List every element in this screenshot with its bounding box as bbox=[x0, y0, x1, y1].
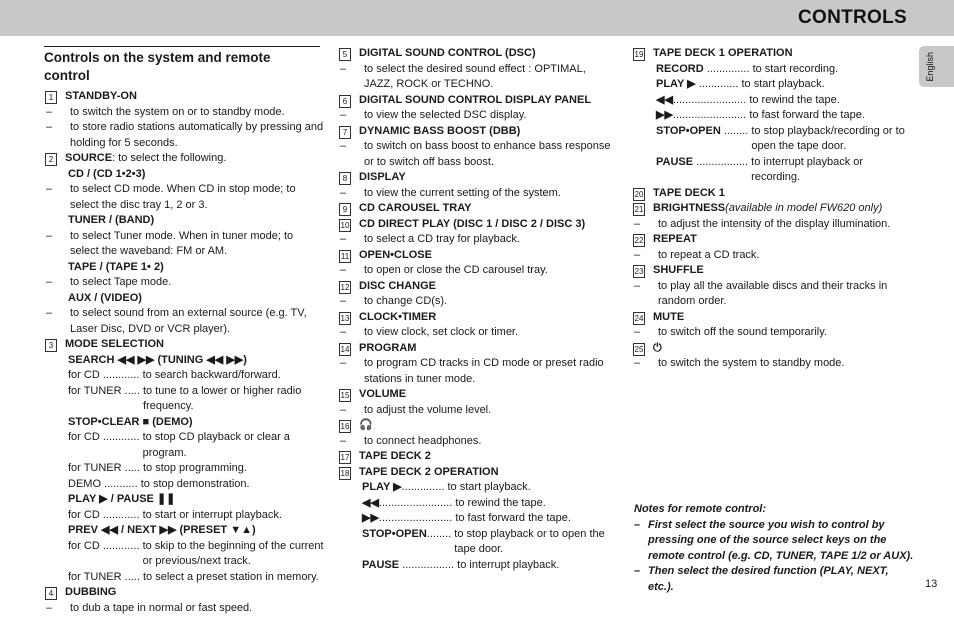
dash: – bbox=[46, 307, 53, 319]
description-text: to view clock, set clock or timer. bbox=[364, 326, 519, 338]
function-row bbox=[632, 155, 910, 186]
control-name: DYNAMIC BASS BOOST (DBB) bbox=[359, 124, 521, 137]
description bbox=[44, 229, 324, 260]
function-text: to interrupt playback or recording. bbox=[751, 155, 864, 183]
description-text: to switch the system to standby mode. bbox=[658, 357, 845, 369]
dash: – bbox=[340, 357, 347, 369]
function-leader: for CD ............ bbox=[68, 369, 143, 381]
description bbox=[338, 325, 618, 341]
function-text: to stop demonstration. bbox=[140, 477, 250, 490]
control-name: TAPE DECK 1 bbox=[653, 186, 725, 199]
function-leader: ............. bbox=[695, 78, 742, 90]
control-number: 22 bbox=[634, 236, 644, 245]
function-key: STOP•OPEN bbox=[656, 124, 721, 137]
function-key: PLAY ▶ bbox=[362, 481, 402, 493]
column-3 bbox=[632, 46, 910, 372]
control-name: DISC CHANGE bbox=[359, 279, 437, 292]
control-number: 18 bbox=[340, 468, 350, 478]
description-text: to view the selected DSC display. bbox=[364, 109, 527, 121]
dash: – bbox=[340, 403, 347, 416]
control-name: STANDBY-ON bbox=[65, 90, 137, 102]
control-note: (available in model FW620 only) bbox=[725, 202, 883, 214]
control-name: PROGRAM bbox=[359, 341, 417, 354]
description-text: to select a CD tray for playback. bbox=[364, 233, 520, 245]
function-row bbox=[632, 62, 910, 78]
dash: – bbox=[46, 183, 53, 195]
function-leader: .............. bbox=[401, 481, 448, 493]
function-key: PAUSE bbox=[362, 558, 400, 571]
dash: – bbox=[340, 109, 347, 121]
function-row bbox=[44, 461, 324, 477]
function-row bbox=[44, 384, 324, 415]
control-name: CD CAROUSEL TRAY bbox=[359, 202, 472, 214]
function-key: STOP•OPEN bbox=[362, 527, 427, 540]
description-text: to adjust the volume level. bbox=[364, 403, 492, 416]
dash: – bbox=[634, 357, 641, 369]
function-leader: ................. bbox=[693, 155, 752, 168]
control-name: MUTE bbox=[653, 310, 685, 323]
description-text: to open or close the CD carousel tray. bbox=[364, 264, 548, 276]
description-text: to switch on bass boost to enhance bass response or to switch off bass boost. bbox=[364, 140, 611, 168]
control-name: TAPE DECK 2 bbox=[359, 450, 431, 462]
control-heading bbox=[632, 341, 910, 357]
control-number: 7 bbox=[339, 126, 351, 139]
description bbox=[338, 434, 618, 450]
function-row bbox=[338, 496, 618, 512]
control-heading bbox=[338, 465, 618, 481]
function-leader: for CD ............ bbox=[68, 539, 143, 552]
control-number: 20 bbox=[634, 189, 644, 199]
sub-function: PREV ◀◀ / NEXT ▶▶ (PRESET ▼▲) bbox=[68, 524, 256, 536]
function-leader: ........................ bbox=[378, 512, 456, 524]
function-key: ▶▶ bbox=[656, 109, 673, 121]
section-title: Controls on the system and remote control bbox=[44, 46, 320, 85]
function-row bbox=[44, 430, 324, 461]
function-row bbox=[632, 93, 910, 109]
function-key: PLAY ▶ bbox=[656, 78, 696, 90]
control-heading bbox=[338, 201, 618, 217]
control-heading bbox=[44, 337, 324, 353]
description-text: to select the desired sound effect : OPTIMAL, JAZZ, ROCK or TECHNO. bbox=[364, 62, 586, 90]
control-name: DIGITAL SOUND CONTROL DISPLAY PANEL bbox=[359, 93, 592, 106]
description bbox=[338, 139, 618, 170]
function-row bbox=[338, 480, 618, 496]
control-number: 24 bbox=[634, 313, 644, 323]
control-number: 9 bbox=[339, 203, 351, 216]
control-number: 23 bbox=[634, 267, 644, 276]
control-name: VOLUME bbox=[359, 388, 407, 400]
note-text: First select the source you wish to control by pressing one of the source select keys on the remote control (e.g. CD, TUNER, TAPE 1/2 or AUX). bbox=[648, 518, 914, 562]
description-text: to select Tape mode. bbox=[70, 276, 172, 288]
dash: – bbox=[340, 434, 347, 447]
description-text: to repeat a CD track. bbox=[658, 248, 760, 261]
function-text: to interrupt playback. bbox=[457, 558, 560, 571]
dash: – bbox=[634, 279, 641, 292]
control-name: DUBBING bbox=[65, 586, 117, 598]
description bbox=[338, 403, 618, 419]
language-tab-label: English bbox=[925, 52, 935, 82]
control-number: 12 bbox=[340, 282, 350, 292]
dash: – bbox=[46, 601, 53, 614]
sub-function: TUNER / (BAND) bbox=[68, 214, 155, 226]
function-leader: for CD ............ bbox=[68, 508, 143, 521]
function-leader: ........................ bbox=[378, 496, 456, 509]
control-number: 1 bbox=[45, 91, 57, 104]
control-heading bbox=[44, 89, 324, 105]
header-bar bbox=[0, 0, 954, 36]
sub-function: TAPE / (TAPE 1• 2) bbox=[68, 260, 164, 273]
control-name: CD DIRECT PLAY (DISC 1 / DISC 2 / DISC 3) bbox=[359, 217, 586, 230]
control-name: SHUFFLE bbox=[653, 264, 704, 276]
control-number: 25 bbox=[634, 344, 644, 354]
control-number: 5 bbox=[339, 48, 351, 61]
function-row bbox=[44, 539, 324, 570]
dash: – bbox=[46, 105, 53, 118]
function-key: ▶▶ bbox=[362, 512, 379, 524]
control-number: 21 bbox=[634, 205, 644, 214]
function-row bbox=[632, 77, 910, 93]
function-text: to start playback. bbox=[741, 78, 825, 90]
function-row bbox=[338, 558, 618, 574]
description bbox=[44, 601, 324, 617]
description-text: to connect headphones. bbox=[364, 434, 482, 447]
control-heading bbox=[338, 248, 618, 264]
control-number: 15 bbox=[340, 391, 350, 400]
function-text: to rewind the tape. bbox=[455, 496, 546, 509]
control-name: DIGITAL SOUND CONTROL (DSC) bbox=[359, 47, 536, 59]
description-text: to dub a tape in normal or fast speed. bbox=[70, 601, 253, 614]
control-number: 19 bbox=[634, 50, 644, 59]
control-number: 11 bbox=[340, 251, 350, 261]
description-text: to select Tuner mode. When in tuner mode; to select the waveband: FM or AM. bbox=[70, 229, 294, 257]
description bbox=[632, 356, 910, 372]
dash: – bbox=[340, 233, 347, 245]
control-note: : to select the following. bbox=[112, 152, 227, 164]
description bbox=[632, 248, 910, 264]
column-1 bbox=[44, 46, 324, 616]
description bbox=[44, 182, 324, 213]
control-name: ⏻ bbox=[653, 341, 662, 354]
description bbox=[44, 306, 324, 337]
dash: – bbox=[340, 62, 347, 75]
description-text: to view the current setting of the system. bbox=[364, 186, 561, 199]
description bbox=[632, 279, 910, 310]
description-text: to select CD mode. When CD in stop mode; to select the disc tray 1, 2 or 3. bbox=[70, 183, 296, 211]
function-text: to tune to a lower or higher radio frequency. bbox=[142, 384, 302, 412]
function-row bbox=[632, 108, 910, 124]
function-text: to start or interrupt playback. bbox=[142, 508, 282, 521]
dash: – bbox=[634, 326, 641, 338]
control-heading bbox=[632, 186, 910, 202]
function-text: to search backward/forward. bbox=[142, 369, 281, 381]
control-heading bbox=[338, 279, 618, 295]
control-heading bbox=[338, 170, 618, 186]
control-heading bbox=[338, 341, 618, 357]
control-heading bbox=[632, 310, 910, 326]
description bbox=[632, 217, 910, 233]
function-text: to stop playback/recording or to open the tape door. bbox=[751, 124, 905, 152]
dash: – bbox=[340, 326, 347, 338]
control-number: 14 bbox=[340, 344, 350, 354]
page-title: CONTROLS bbox=[797, 7, 907, 28]
dash: – bbox=[46, 121, 53, 133]
sub-function: SEARCH ◀◀ ▶▶ (TUNING ◀◀ ▶▶) bbox=[68, 353, 247, 366]
function-row bbox=[44, 477, 324, 493]
sub-function: CD / (CD 1•2•3) bbox=[68, 167, 146, 180]
function-key: PAUSE bbox=[656, 155, 694, 168]
function-text: to fast forward the tape. bbox=[749, 109, 865, 121]
function-text: to rewind the tape. bbox=[749, 93, 840, 106]
function-row bbox=[44, 508, 324, 524]
function-leader: ........ bbox=[720, 124, 752, 137]
control-heading bbox=[632, 46, 910, 62]
control-name: BRIGHTNESS bbox=[653, 202, 726, 214]
description bbox=[338, 294, 618, 310]
description bbox=[338, 356, 618, 387]
control-name: OPEN•CLOSE bbox=[359, 248, 432, 261]
control-name: TAPE DECK 1 OPERATION bbox=[653, 47, 793, 59]
column-2 bbox=[338, 46, 618, 573]
dash: – bbox=[340, 186, 347, 199]
sub-function: AUX / (VIDEO) bbox=[68, 291, 142, 304]
function-key: RECORD bbox=[656, 62, 704, 75]
control-number: 17 bbox=[340, 453, 350, 462]
control-number: 16 bbox=[340, 422, 350, 431]
description-text: to store radio stations automatically by pressing and holding for 5 seconds. bbox=[70, 121, 324, 149]
description bbox=[44, 275, 324, 291]
function-text: to stop playback or to open the tape door. bbox=[454, 527, 605, 555]
description-text: to change CD(s). bbox=[364, 295, 448, 307]
note-item: – Then select the desired function (PLAY, NEXT, etc.). bbox=[634, 564, 914, 595]
control-number: 6 bbox=[339, 95, 351, 108]
control-heading bbox=[338, 93, 618, 109]
function-leader: ........................ bbox=[672, 93, 750, 106]
function-leader: for TUNER ..... bbox=[68, 570, 143, 583]
description bbox=[44, 120, 324, 151]
description bbox=[338, 263, 618, 279]
language-tab bbox=[919, 46, 954, 87]
description-text: to switch the system on or to standby mode. bbox=[70, 105, 285, 118]
control-heading bbox=[632, 232, 910, 248]
function-text: to start playback. bbox=[447, 481, 531, 493]
control-name: 🎧 bbox=[359, 419, 373, 431]
function-leader: for CD ............ bbox=[68, 431, 143, 443]
control-number: 2 bbox=[45, 153, 57, 166]
function-key: ◀◀ bbox=[656, 93, 673, 106]
dash: – bbox=[46, 229, 53, 242]
control-heading bbox=[338, 387, 618, 403]
function-row bbox=[632, 124, 910, 155]
description bbox=[338, 108, 618, 124]
note-item: – First select the source you wish to control by pressing one of the source select keys on the remote control (e.g. CD, TUNER, TAPE 1/2 or AUX). bbox=[634, 518, 914, 565]
control-heading bbox=[44, 585, 324, 601]
control-number: 13 bbox=[340, 313, 350, 323]
note-text: Then select the desired function (PLAY, NEXT, etc.). bbox=[648, 565, 889, 593]
control-heading bbox=[338, 310, 618, 326]
function-leader: ........................ bbox=[672, 109, 750, 121]
description bbox=[44, 105, 324, 121]
function-text: to select a preset station in memory. bbox=[142, 570, 319, 583]
description-text: to switch off the sound temporarily. bbox=[658, 326, 827, 338]
notes-title: Notes for remote control: bbox=[634, 503, 767, 515]
control-heading bbox=[338, 124, 618, 140]
dash: – bbox=[634, 248, 641, 261]
function-leader: ........ bbox=[426, 527, 455, 540]
function-row bbox=[44, 368, 324, 384]
function-text: to stop programming. bbox=[142, 462, 247, 474]
function-text: to stop CD playback or clear a program. bbox=[142, 431, 290, 459]
control-heading bbox=[632, 263, 910, 279]
dash: – bbox=[340, 295, 347, 307]
function-row bbox=[338, 511, 618, 527]
function-leader: ................. bbox=[399, 558, 458, 571]
control-heading bbox=[338, 217, 618, 233]
control-name: REPEAT bbox=[653, 233, 697, 245]
function-text: to skip to the beginning of the current or previous/next track. bbox=[142, 539, 324, 567]
sub-function: STOP•CLEAR ■ (DEMO) bbox=[68, 415, 193, 428]
description-text: to play all the available discs and their tracks in random order. bbox=[658, 279, 888, 307]
control-heading bbox=[338, 449, 618, 465]
description-text: to program CD tracks in CD mode or preset radio stations in tuner mode. bbox=[364, 357, 604, 385]
control-name: TAPE DECK 2 OPERATION bbox=[359, 465, 499, 478]
dash: – bbox=[340, 140, 347, 152]
function-text: to start recording. bbox=[752, 62, 839, 75]
dash: – bbox=[340, 264, 347, 276]
function-leader: DEMO ........... bbox=[68, 477, 141, 490]
control-heading bbox=[44, 151, 324, 167]
description bbox=[632, 325, 910, 341]
control-name: SOURCE bbox=[65, 152, 113, 164]
function-row bbox=[44, 570, 324, 586]
description-text: to select sound from an external source (e.g. TV, Laser Disc, DVD or VCR player). bbox=[70, 307, 307, 335]
page-number: 13 bbox=[925, 578, 938, 590]
control-heading bbox=[338, 46, 618, 62]
description bbox=[338, 186, 618, 202]
function-text: to fast forward the tape. bbox=[455, 512, 571, 524]
control-name: CLOCK•TIMER bbox=[359, 310, 437, 323]
function-leader: .............. bbox=[703, 62, 753, 75]
control-name: DISPLAY bbox=[359, 171, 406, 183]
control-name: MODE SELECTION bbox=[65, 338, 165, 350]
control-heading bbox=[632, 201, 910, 217]
description bbox=[338, 232, 618, 248]
control-heading bbox=[338, 418, 618, 434]
control-number: 3 bbox=[45, 339, 57, 352]
description bbox=[338, 62, 618, 93]
control-number: 8 bbox=[339, 172, 351, 185]
function-leader: for TUNER ..... bbox=[68, 384, 143, 397]
remote-notes bbox=[634, 502, 914, 595]
description-text: to adjust the intensity of the display illumination. bbox=[658, 217, 891, 230]
control-number: 10 bbox=[340, 220, 350, 230]
sub-function: PLAY ▶ / PAUSE ❚❚ bbox=[68, 493, 176, 505]
function-leader: for TUNER ..... bbox=[68, 462, 143, 474]
dash: – bbox=[634, 217, 641, 230]
function-key: ◀◀ bbox=[362, 496, 379, 509]
function-row bbox=[338, 527, 618, 558]
dash: – bbox=[46, 276, 53, 288]
control-number: 4 bbox=[45, 587, 57, 600]
